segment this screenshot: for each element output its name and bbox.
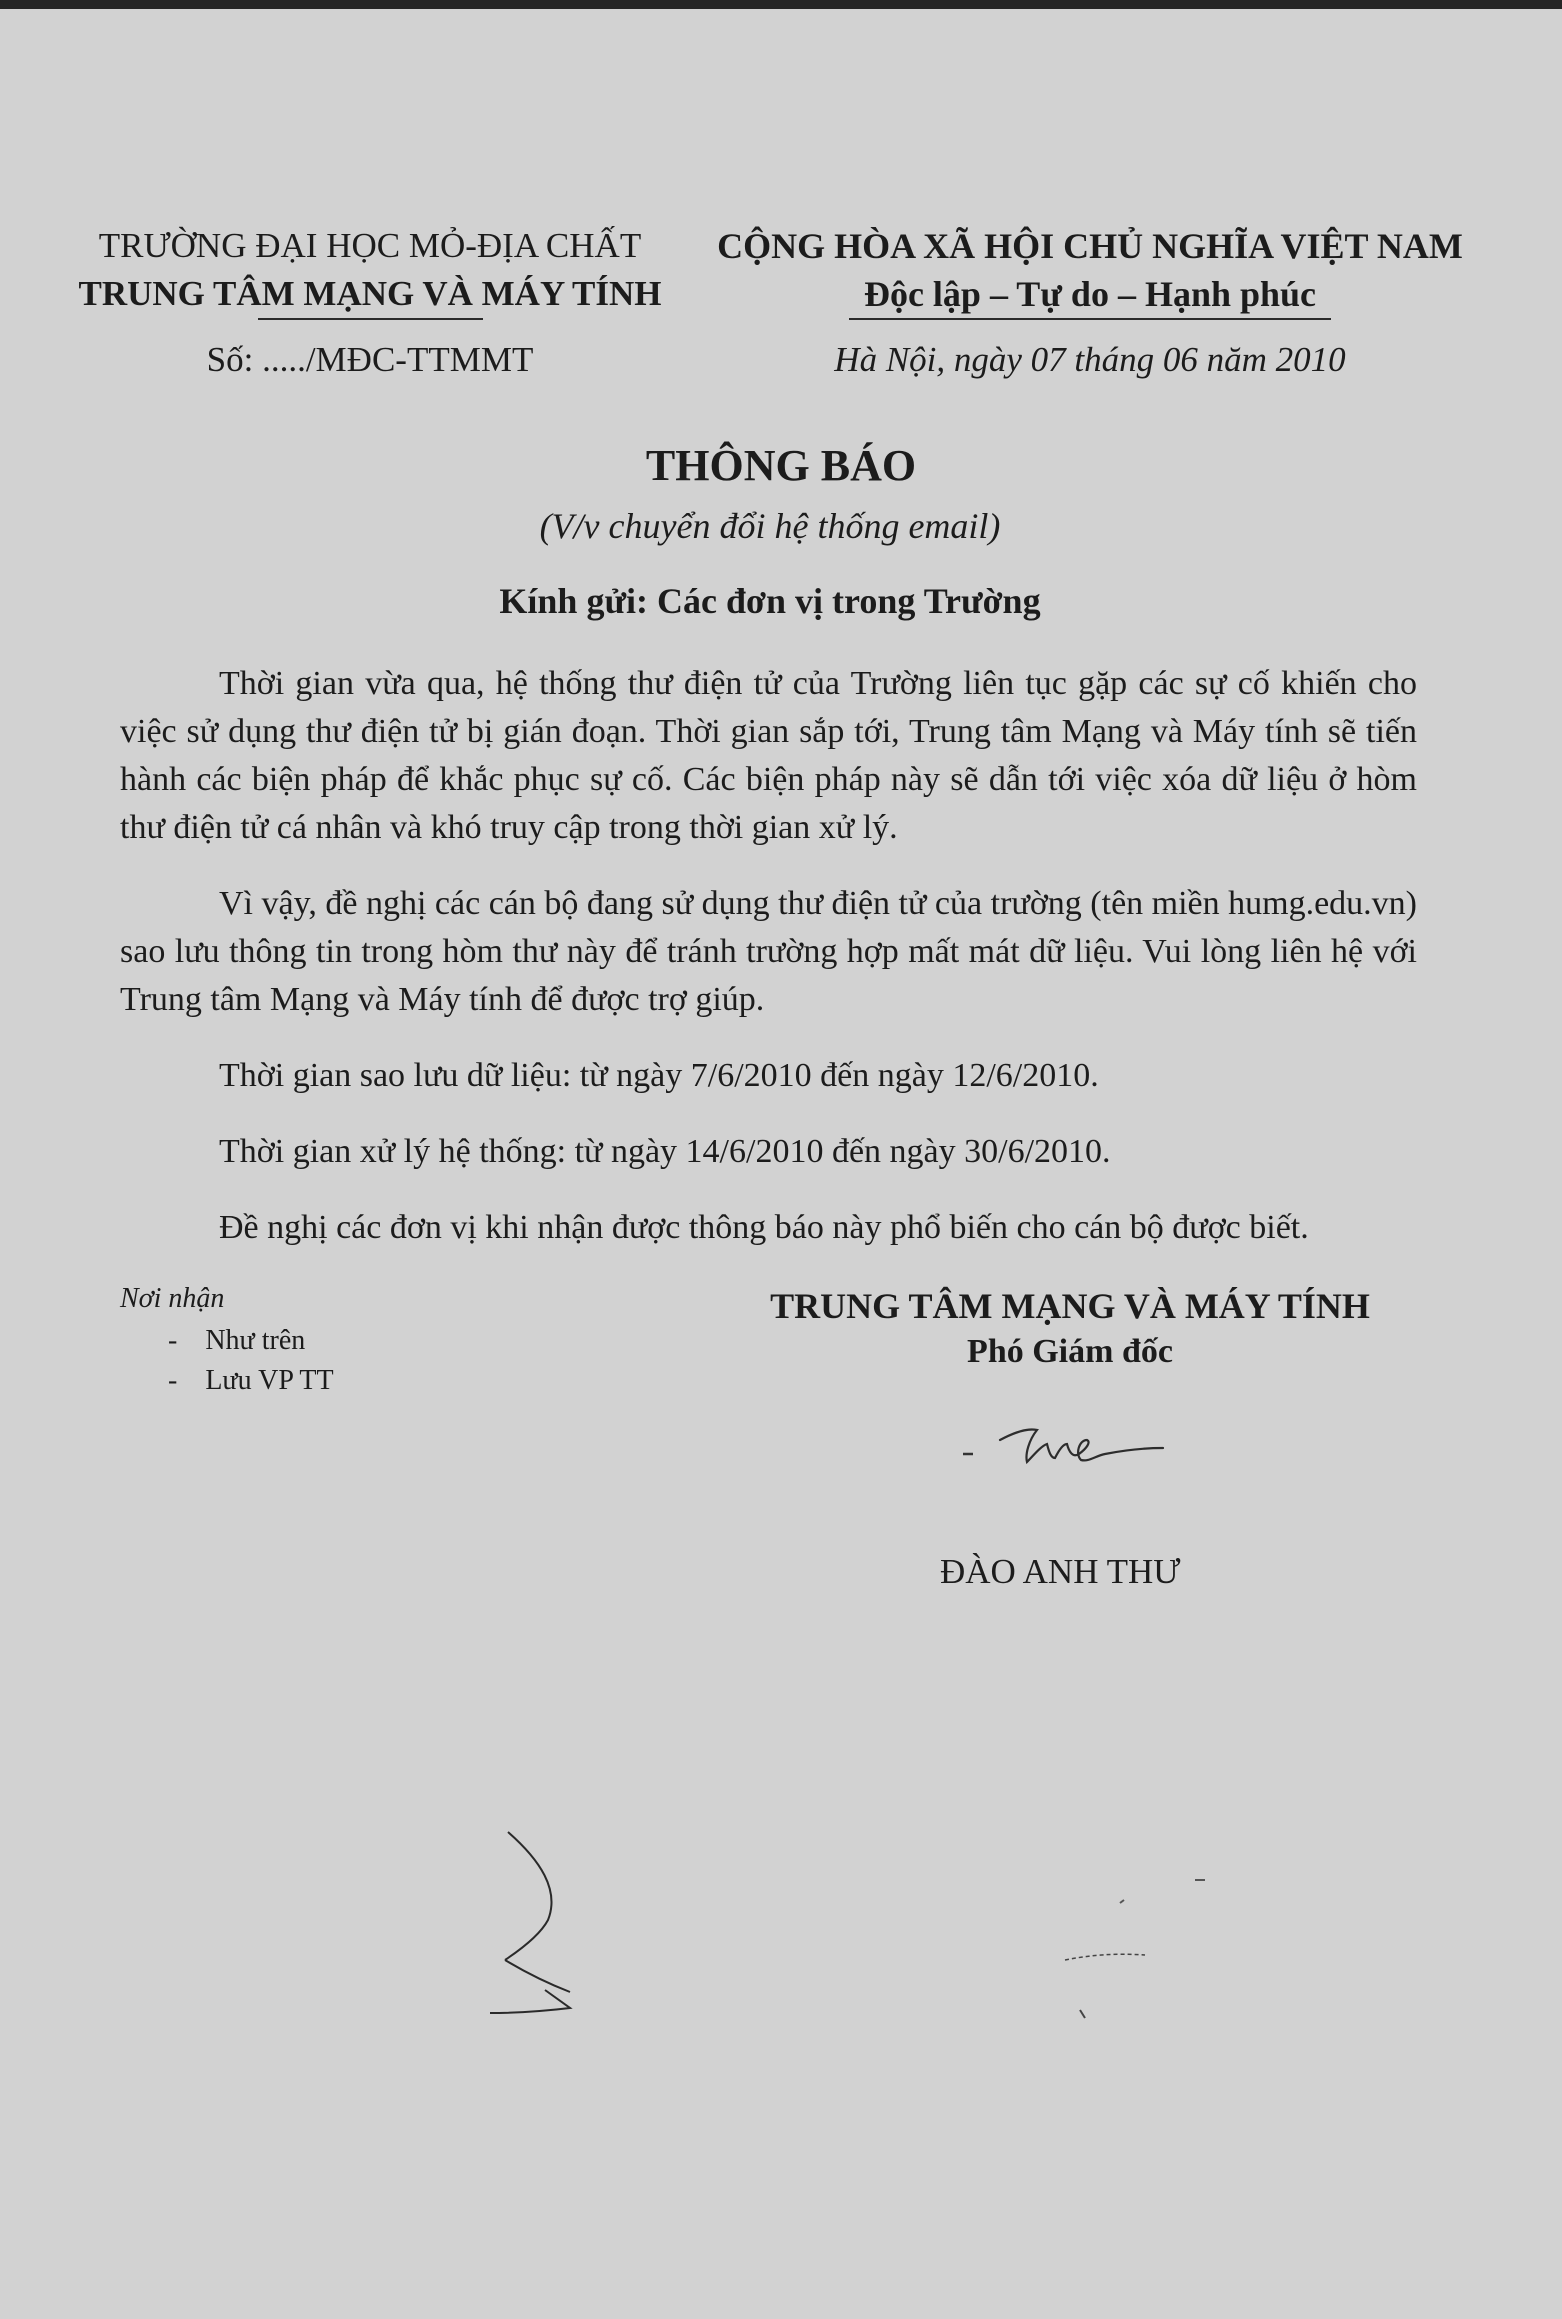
body-paragraph: Thời gian xử lý hệ thống: từ ngày 14/6/2010 đến ngày 30/6/2010. <box>219 1133 1111 1170</box>
center-name: TRUNG TÂM MẠNG VÀ MÁY TÍNH <box>78 274 662 313</box>
body-paragraph: Đề nghị các đơn vị khi nhận được thông báo này phổ biến cho cán bộ được biết. <box>219 1209 1309 1246</box>
body-paragraph: Thời gian vừa qua, hệ thống thư điện tử của Trường liên tục gặp các sự cố khiến cho việc sử dụng thư điện tử bị gián đoạn. Thời gian sắp tới, Trung tâm Mạng và Máy tính sẽ tiến hành các biện pháp để khắc phục sự cố. Các biện pháp này sẽ dẫn tới việc xóa dữ liệu ở hòm thư điện tử cá nhân và khó truy cập trong thời gian xử lý. <box>120 665 1417 846</box>
signer-role: Phó Giám đốc <box>967 1333 1173 1370</box>
signer-name: ĐÀO ANH THƯ <box>940 1552 1181 1591</box>
country-name: CỘNG HÒA XÃ HỘI CHỦ NGHĨA VIỆT NAM <box>717 226 1463 266</box>
university-name: TRƯỜNG ĐẠI HỌC MỎ-ĐỊA CHẤT <box>98 226 642 265</box>
list-dash: - <box>168 1365 206 1396</box>
issue-date: Hà Nội, ngày 07 tháng 06 năm 2010 <box>834 340 1346 379</box>
list-dash: - <box>168 1325 206 1356</box>
recipient-label: Lưu VP TT <box>205 1365 334 1396</box>
document-number: Số: ...../MĐC-TTMMT <box>206 340 534 379</box>
signer-organization: TRUNG TÂM MẠNG VÀ MÁY TÍNH <box>770 1286 1370 1326</box>
body-paragraph: Thời gian sao lưu dữ liệu: từ ngày 7/6/2010 đến ngày 12/6/2010. <box>219 1057 1099 1094</box>
national-motto: Độc lập – Tự do – Hạnh phúc <box>863 274 1317 314</box>
document-title: THÔNG BÁO <box>645 441 917 490</box>
recipients-title: Nơi nhận <box>120 1283 225 1314</box>
document-subtitle: (V/v chuyển đổi hệ thống email) <box>539 506 1001 546</box>
body-paragraph: Vì vậy, đề nghị các cán bộ đang sử dụng thư điện tử của trường (tên miền humg.edu.vn) sao lưu thông tin trong hòm thư này để tránh trường hợp mất mát dữ liệu. Vui lòng liên hệ với Trung tâm Mạng và Máy tính để được trợ giúp. <box>120 885 1417 1018</box>
addressee: Kính gửi: Các đơn vị trong Trường <box>499 581 1041 621</box>
recipient-label: Như trên <box>205 1325 306 1356</box>
